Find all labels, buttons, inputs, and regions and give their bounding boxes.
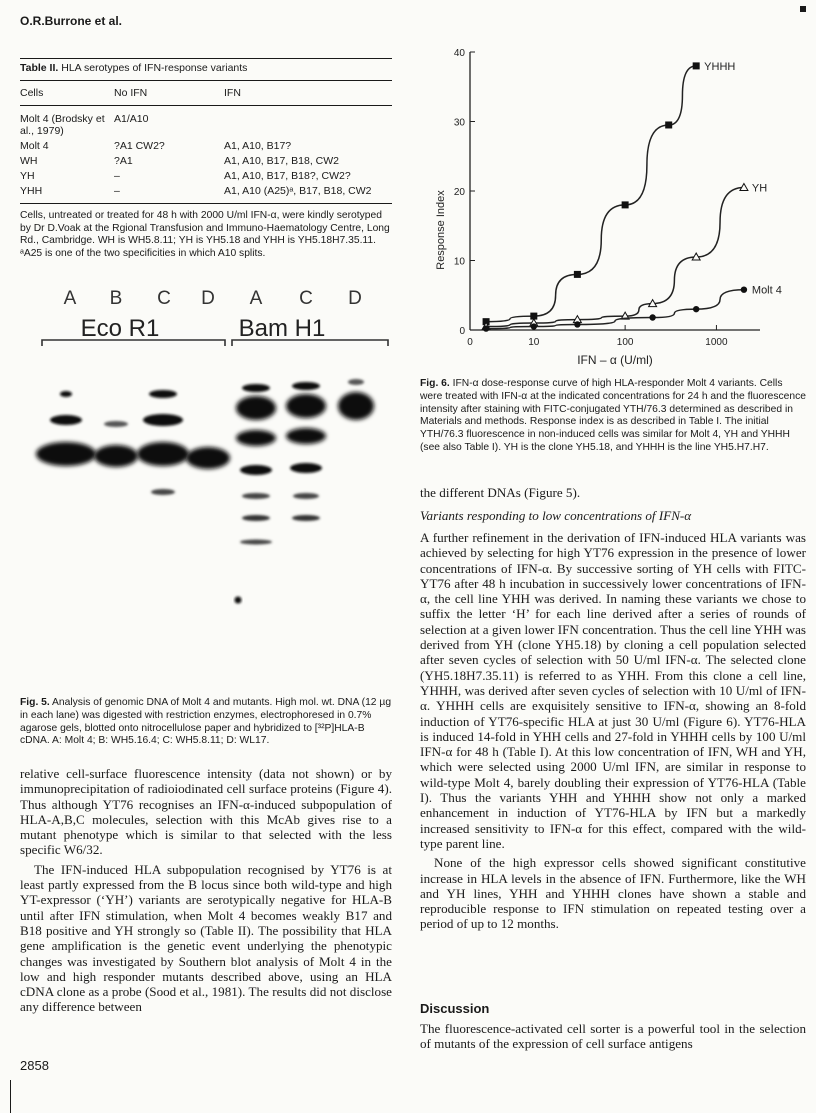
lane-label: D: [201, 288, 215, 309]
figure-5-caption: [20, 697, 392, 748]
ifn-serotype: A1, A10, B17?: [224, 140, 292, 152]
figure-caption-text: IFN-α dose-response curve of high HLA-responder Molt 4 variants. Cells were treated with IFN-α at the indicated concentrations for 24 h and the fluorescence intensity after staining with FITC-conjugated YTH/76.3 determined as described in Materials and methods. Response index is as described in Table I. The initial YTH/76.3 fluorescence in non-induced cells was similar for Molt 4, YH and YHHH (see also Table I). YH is the clone YH5.18, and YHHH is the line YH5.H7.H7.: [420, 378, 807, 453]
left-column-text: [20, 766, 392, 1015]
southern-blot-figure: [20, 278, 392, 686]
data-point: [693, 62, 700, 69]
data-point: [574, 321, 580, 327]
lane-label: B: [109, 288, 123, 309]
serotype-table: [20, 80, 392, 203]
continuation-text: the different DNAs (Figure 5).: [420, 485, 581, 500]
data-point: [649, 314, 655, 320]
dose-response-chart: [430, 40, 800, 370]
figure-caption-text: Analysis of genomic DNA of Molt 4 and mutants. High mol. wt. DNA (12 µg in each lane) was digested with restriction enzymes, electrophoresed in 0.7% agarose gels, blotted onto nitrocellulose paper and hybridized to [³²P]HLA-B cDNA. A: Molt 4; B: WH5.16.4; C: WH5.8.11; D: WL17.: [20, 697, 392, 747]
enzyme-label: Eco R1: [80, 315, 160, 342]
column-header: No IFN: [114, 81, 224, 106]
margin-rule: [10, 1080, 11, 1113]
chart-series-group: [482, 61, 782, 332]
figure-6-caption: [420, 378, 806, 455]
figure-label: Fig. 6.: [420, 378, 450, 389]
data-point: [665, 121, 672, 128]
x-tick-label: 10: [528, 337, 540, 348]
ifn-serotype: A1, A10, B17, B18, CW2: [224, 155, 339, 167]
table-caption: [20, 59, 392, 80]
paragraph: relative cell-surface fluorescence intensity (data not shown) or by immunoprecipitation of radioiodinated cell surface proteins (Figure 4). Thus although YT76 recognises an IFN-α-induced subpopulation of HLA-A,B,C molecules, selection with this McAb gives rise to a mutant phenotype which is similar to that selected with the less specific W6/32.: [20, 766, 392, 858]
cell-line: Molt 4: [20, 140, 49, 152]
table-ii: [20, 58, 392, 260]
right-column-text: [420, 530, 806, 932]
table-header-row: [20, 81, 392, 106]
cell-line: YHH: [20, 185, 43, 197]
no-ifn-serotype: A1/A10: [114, 113, 149, 125]
ifn-serotype: A1, A10 (A25)ᵃ, B17, B18, CW2: [224, 185, 372, 197]
no-ifn-serotype: ?A1 CW2?: [114, 140, 165, 152]
y-tick-label: 20: [453, 187, 465, 198]
y-tick-label: 10: [453, 256, 465, 268]
lane-label: A: [249, 288, 263, 309]
series-line: [486, 66, 696, 322]
data-point: [693, 306, 699, 312]
x-tick-label: 0: [467, 337, 473, 348]
chart-axes: [454, 48, 760, 348]
ifn-serotype: [224, 106, 392, 140]
cell-line: Molt 4 (Brodsky et al., 1979): [20, 113, 105, 137]
table-footnotes: [20, 210, 392, 260]
x-tick-label: 1000: [705, 337, 728, 348]
series-molt-4: [483, 285, 782, 332]
paragraph: None of the high expressor cells showed significant constitutive increase in HLA levels in the absence of IFN. Furthermore, like the WH and YH lines, YHH and YHHH clones have shown a stable and reproducible response to IFN stimulation on repeated testing over a period of up to 12 months.: [420, 855, 806, 932]
lane-label: A: [63, 288, 77, 309]
y-tick-label: 30: [453, 117, 465, 129]
table-title: HLA serotypes of IFN-response variants: [58, 62, 248, 74]
table-row: [20, 184, 392, 203]
table-row: [20, 169, 392, 184]
table-footnote: Cells, untreated or treated for 48 h with 2000 U/ml IFN-α, were kindly serotyped by Dr D.Voak at the Rgional Transfusion and Immuno-Haematology Centre, Long Rd., Cambridge. WH is WH5.8.11; YH is YH5.18 and YHH is YH5.18H7.35.11.: [20, 210, 390, 247]
discussion-text: The fluorescence-activated cell sorter is a powerful tool in the selection of mutants of the expression of cell surface antigens: [420, 1021, 806, 1052]
column-header: IFN: [224, 81, 392, 106]
running-head: O.R.Burrone et al.: [20, 14, 123, 28]
section-subheading: Variants responding to low concentrations of IFN-α: [420, 508, 692, 523]
y-tick-label: 40: [453, 48, 465, 59]
x-axis-label: IFN – α (U/ml): [577, 353, 653, 367]
cell-line: YH: [20, 170, 35, 182]
no-ifn-serotype: ?A1: [114, 155, 133, 167]
data-point: [574, 271, 581, 278]
y-axis-label: Response Index: [435, 190, 447, 270]
lane-label: C: [157, 288, 171, 309]
no-ifn-serotype: –: [114, 185, 120, 197]
paragraph: The IFN-induced HLA subpopulation recognised by YT76 is at least partly expressed from the B locus since both wild-type and high YT-expressor (‘YH’) variants are serotypically negative for HLA-B until after IFN stimulation, when Molt 4 becomes weakly B17 and B18 positive and YH strongly so (Table II). The possibility that HLA gene amplification is the genetic event underlying the phenotypic changes was investigated by Southern blot analysis of Molt 4 in the low and high responder mutants described above, using an HLA cDNA clone as a probe (Sood et al., 1981). The results did not disclose any difference between: [20, 861, 392, 1015]
data-point: [531, 323, 537, 329]
gel-bands: [36, 379, 374, 604]
table-row: [20, 154, 392, 169]
series-yhhh: [483, 61, 736, 325]
table-label: Table II.: [20, 62, 59, 74]
data-point: [741, 286, 747, 292]
table-row: [20, 139, 392, 154]
discussion-heading: Discussion: [420, 1001, 490, 1016]
column-header: Cells: [20, 81, 114, 106]
cell-line: WH: [20, 155, 38, 167]
x-tick-label: 100: [616, 337, 634, 348]
series-label: YH: [751, 182, 768, 195]
series-line: [486, 188, 744, 327]
enzyme-label: Bam H1: [238, 315, 326, 342]
table-row: [20, 106, 392, 140]
page-number: 2858: [20, 1058, 49, 1073]
lane-label: D: [348, 288, 362, 309]
data-point: [622, 201, 629, 208]
paragraph: A further refinement in the derivation of IFN-induced HLA variants was achieved by selecting for high YT76 expression in the presence of lower concentrations of IFN-α. By successive sorting of YH cells with FITC-YT76 after 48 h incubation in successively lower concentrations of IFN-α, the cell line YHH was derived. In naming these variants we chose to suffix the letter ‘H’ for each line derived after a series of rounds of selection at a given lower IFN concentration. Thus the cell line YHH was derived from YH (clone YH5.18) by cloning a cell population selected after seven cycles of selection with 50 U/ml IFN-α. The selected clone (YH5.18H7.35.11) is referred to as YHH. From this clone a cell line, YHHH, was derived after seven cycles of selection with 10 U/ml of IFN-α. YHHH cells are exquisitely sensitive to IFN-α, showing an 8-fold induction of YT76-specific HLA at just 30 U/ml (Figure 6). YT76-HLA is induced 14-fold in YHH cells and 27-fold in YHHH cells by 100 U/ml IFN-α for 48 h (Table I). At this low concentration of IFN, WH and YH, which were selected using 2000 U/ml IFN, are similar in response to wild-type Molt 4, barely doubling their expression of YT76-HLA (Table I). Thus the variants YHH and YHHH show not only a marked enhancement in induction of YT76-HLA by IFN but a markedly increased sensitivity to IFN-α for this effect, compared with the wild-type parent line.: [420, 530, 806, 851]
data-point: [483, 325, 489, 331]
table-footnote-a: ᵃA25 is one of the two specificities in which A10 splits.: [20, 247, 266, 259]
corner-mark: [800, 6, 806, 12]
ifn-serotype: A1, A10, B17, B18?, CW2?: [224, 170, 351, 182]
table-bottom-rule: [20, 203, 392, 204]
lane-label: C: [299, 288, 313, 309]
series-label: YHHH: [704, 60, 736, 73]
no-ifn-serotype: –: [114, 170, 120, 182]
series-label: Molt 4: [751, 284, 782, 297]
y-tick-label: 0: [459, 326, 465, 337]
figure-label: Fig. 5.: [20, 697, 50, 708]
